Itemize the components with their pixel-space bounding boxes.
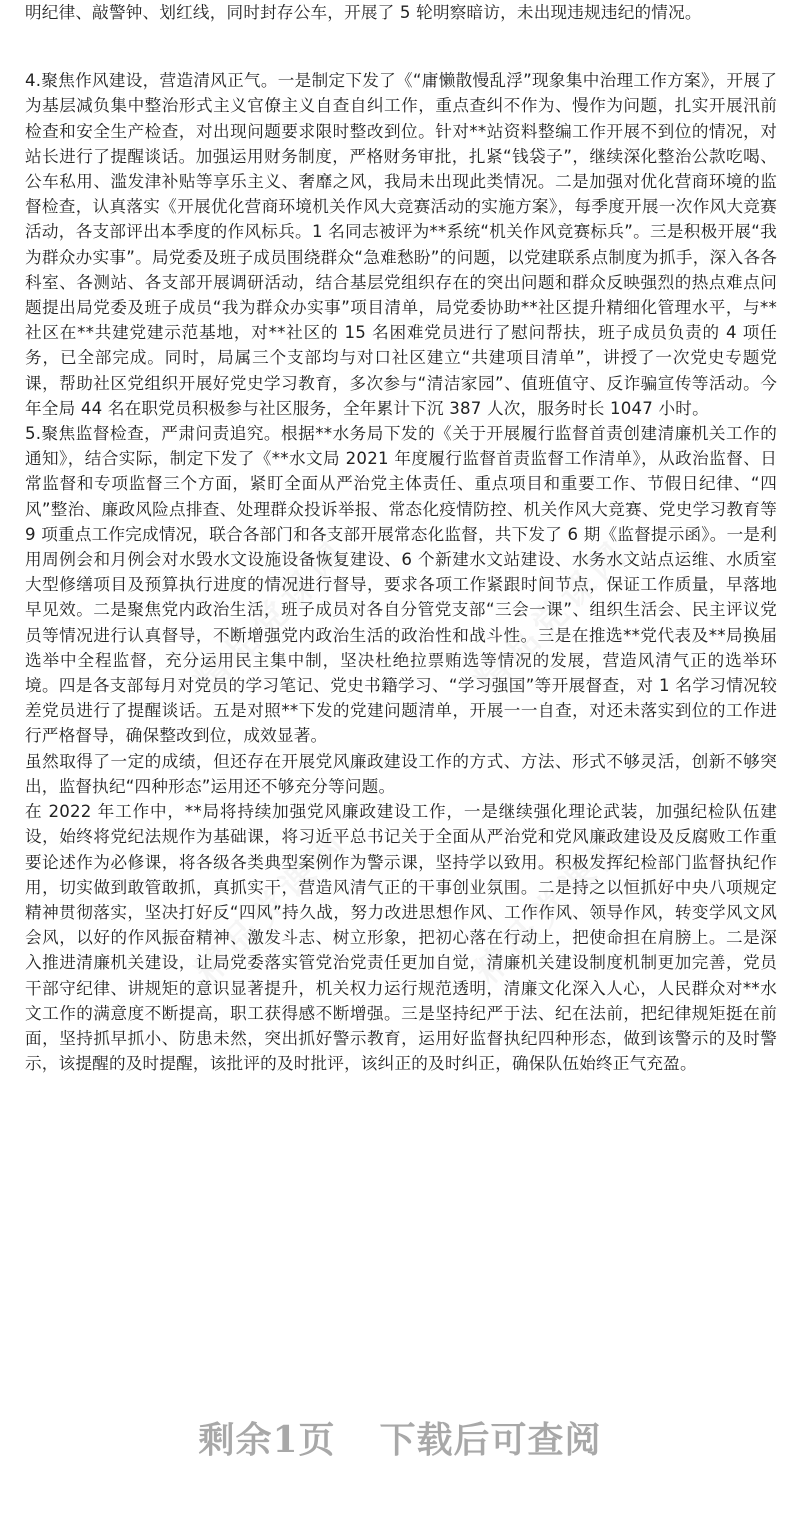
paragraph-section-5-supervision: 5.聚焦监督检查，严肃问责追究。根据**水务局下发的《关于开展履行监督首责创建清廉机关工作的通知》，结合实际，制定下发了《**水文局 2021 年度履行监督首责监督工作清单》，从政治监督、日常监督和专项监督三个方面，紧盯全面从严治党主体责任、重点项目和重要工作、节假日纪律、“四风”整治、廉政风险点排查、处理群众投诉举报、常态化疫情防控、机关作风大竞赛、党史学习教育等 9 项重点工作完成情况，联合各部门和各支部开展常态化监督，共下发了 6 期《监督提示函》。一是利用周例会和月例会对水毁水文设施设备恢复建设、6 个新建水文站建设、水务水文站点运维、水质室大型修缮项目及预算执行进度的情况进行督导，要求各项工作紧跟时间节点，保证工作质量，早落地早见效。二是聚焦党内政治生活，班子成员对各自分管党支部“三会一课”、组织生活会、民主评议党员等情况进行认真督导，不断增强党内政治生活的政治性和战斗性。三是在推选**党代表及**局换届选举中全程监督，充分运用民主集中制，坚决杜绝拉票贿选等情况的发展，营造风清气正的选举环境。四是各支部每月对党员的学习笔记、党史书籍学习、“学习强国”等开展督查，对 1 名学习情况较差党员进行了提醒谈话。五是对照**下发的党建问题清单，开展一一自查，对还未落实到位的工作进行严格督导，确保整改到位，成效显著。 [25, 424, 777, 746]
paragraph-shortcomings: 虽然取得了一定的成绩，但还存在开展党风廉政建设工作的方式、方法、形式不够灵活，创新不够突出，监督执纪“四种形态”运用还不够充分等问题。 [25, 751, 777, 796]
paragraph-2022-plan: 在 2022 年工作中，**局将持续加强党风廉政建设工作，一是继续强化理论武装，加强纪检队伍建设，始终将党纪法规作为基础课，将习近平总书记关于全面从严治党和党风廉政建设及反腐败工作重要论述作为必修课，将各级各类典型案例作为警示课，坚持学以致用。积极发挥纪检部门监督执纪作用，切实做到敢管敢抓，真抓实干，营造风清气正的干事创业氛围。二是持之以恒抓好中央八项规定精神贯彻落实，坚决打好反“四风”持久战，努力改进思想作风、工作作风、领导作风，转变学风文风会风，以好的作风振奋精神、激发斗志、树立形象，把初心落在行动上，把使命担在肩膀上。二是深入推进清廉机关建设，让局党委落实管党治党责任更加自觉，清廉机关建设制度机制更加完善，党员干部守纪律、讲规矩的意识显著提升，机关权力运行规范透明，清廉文化深入人心，人民群众对**水文工作的满意度不断提高，职工获得感不断增强。三是坚持纪严于法、纪在法前，把纪律规矩挺在前面，坚持抓早抓小、防患未然，突出抓好警示教育，运用好监督执纪四种形态，做到该警示的及时警示，该提醒的及时提醒，该批评的及时批评，该纠正的及时纠正，确保队伍始终正气充盈。 [25, 802, 777, 1074]
document-body [25, 0, 777, 1076]
watermark: 精品党课网 [187, 822, 358, 992]
download-label: 下载后可查阅 [379, 1419, 602, 1461]
paragraph-section-4-work-style: 4.聚焦作风建设，营造清风正气。一是制定下发了《“庸懒散慢乱浮”现象集中治理工作方案》，开展了为基层减负集中整治形式主义官僚主义自查自纠工作，重点查纠不作为、慢作为问题，扎实开展汛前检查和安全生产检查，对出现问题要求限时整改到位。针对**站资料整编工作开展不到位的情况，对站长进行了提醒谈话。加强运用财务制度，严格财务审批，扎紧“钱袋子”，继续深化整治公款吃喝、公车私用、滥发津补贴等享乐主义、奢靡之风，我局未出现此类情况。二是加强对优化营商环境的监督检查，认真落实《开展优化营商环境机关作风大竞赛活动的实施方案》，每季度开展一次作风大竞赛活动，各支部评出本季度的作风标兵。1 名同志被评为**系统“机关作风竞赛标兵”。三是积极开展“我为群众办实事”。局党委及班子成员围绕群众“急难愁盼”的问题，以党建联系点制度为抓手，深入各各科室、各测站、各支部开展调研活动，结合基层党组织存在的突出问题和群众反映强烈的热点难点问题提出局党委及班子成员“我为群众办实事”项目清单，局党委协助**社区提升精细化管理水平，与**社区在**共建党建示范基地，对**社区的 15 名困难党员进行了慰问帮扶，班子成员负责的 4 项任务，已全部完成。同时，局属三个支部均与对口社区建立“共建项目清单”，讲授了一次党史专题党课，帮助社区党组织开展好党史学习教育，多次参与“清洁家园”、值班值守、反诈骗宣传等活动。今年全局 44 名在职党员积极参与社区服务，全年累计下沉 387 人次，服务时长 1047 小时。 [25, 71, 777, 418]
paragraph-discipline-summary: 明纪律、敲警钟、划红线，同时封存公车，开展了 5 轮明察暗访，未出现违规违纪的情况。 [25, 3, 702, 22]
download-to-read-more-banner[interactable] [0, 1410, 800, 1470]
watermark: 精品党课网 [467, 532, 638, 702]
remaining-pages-label: 剩余1页 [198, 1419, 336, 1461]
watermark: 精品党课网 [467, 822, 638, 992]
watermark: 精品党课网 [187, 532, 358, 702]
